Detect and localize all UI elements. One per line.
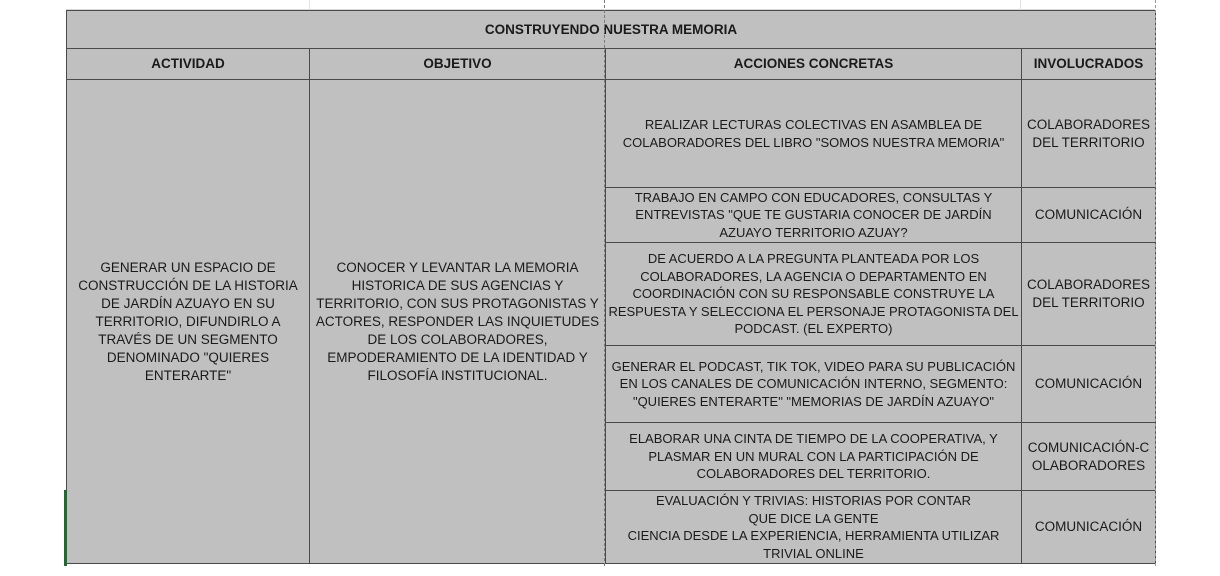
- involucrados-cell[interactable]: COMUNICACIÓN: [1022, 491, 1156, 564]
- accion-cell[interactable]: DE ACUERDO A LA PREGUNTA PLANTEADA POR LOS COLABORADORES, LA AGENCIA O DEPARTAMENTO EN COORDINACIÓN CON SU RESPONSABLE CONSTRUYE LA RESPUESTA Y SELECCIONA EL PERSONAJE PROTAGONISTA DEL PODCAST. (EL EXPERTO): [606, 243, 1022, 346]
- page-break-line: [1155, 0, 1156, 566]
- accion-cell[interactable]: ELABORAR UNA CINTA DE TIEMPO DE LA COOPERATIVA, Y PLASMAR EN UN MURAL CON LA PARTICIPACIÓN DE COLABORADORES DEL TERRITORIO.: [606, 423, 1022, 491]
- header-acciones-concretas[interactable]: ACCIONES CONCRETAS: [606, 49, 1022, 80]
- header-involucrados[interactable]: INVOLUCRADOS: [1022, 49, 1156, 80]
- table-title[interactable]: CONSTRUYENDO NUESTRA MEMORIA: [67, 11, 1156, 49]
- column-gridline: [309, 0, 310, 10]
- spreadsheet-sheet: [66, 10, 1155, 564]
- table-row: [67, 80, 1156, 188]
- accion-cell[interactable]: REALIZAR LECTURAS COLECTIVAS EN ASAMBLEA DE COLABORADORES DEL LIBRO "SOMOS NUESTRA MEMORIA": [606, 80, 1022, 188]
- accion-cell[interactable]: TRABAJO EN CAMPO CON EDUCADORES, CONSULTAS Y ENTREVISTAS "QUE TE GUSTARIA CONOCER DE JARDÍN AZUAYO TERRITORIO AZUAY?: [606, 188, 1022, 243]
- row-selection-indicator: [64, 490, 67, 566]
- header-actividad[interactable]: ACTIVIDAD: [67, 49, 310, 80]
- actividad-cell[interactable]: GENERAR UN ESPACIO DE CONSTRUCCIÓN DE LA HISTORIA DE JARDÍN AZUAYO EN SU TERRITORIO, DIFUNDIRLO A TRAVÉS DE UN SEGMENTO DENOMINADO "QUIERES ENTERARTE": [67, 80, 310, 564]
- objetivo-cell[interactable]: CONOCER Y LEVANTAR LA MEMORIA HISTORICA DE SUS AGENCIAS Y TERRITORIO, CON SUS PROTAGONISTAS Y ACTORES, RESPONDER LAS INQUIETUDES DE LOS COLABORADORES, EMPODERAMIENTO DE LA IDENTIDAD Y FILOSOFÍA INSTITUCIONAL.: [310, 80, 606, 564]
- accion-cell[interactable]: EVALUACIÓN Y TRIVIAS: HISTORIAS POR CONTAR QUE DICE LA GENTE CIENCIA DESDE LA EXPERIENCIA, HERRAMIENTA UTILIZAR TRIVIAL ONLINE: [606, 491, 1022, 564]
- involucrados-cell[interactable]: COMUNICACIÓN-COLABORADORES: [1022, 423, 1156, 491]
- involucrados-cell[interactable]: COMUNICACIÓN: [1022, 188, 1156, 243]
- header-objetivo[interactable]: OBJETIVO: [310, 49, 606, 80]
- activity-table: [66, 10, 1156, 564]
- column-gridline: [1020, 0, 1021, 10]
- page-break-line: [604, 0, 605, 566]
- involucrados-cell[interactable]: COMUNICACIÓN: [1022, 346, 1156, 423]
- involucrados-cell[interactable]: COLABORADORES DEL TERRITORIO: [1022, 243, 1156, 346]
- accion-cell[interactable]: GENERAR EL PODCAST, TIK TOK, VIDEO PARA SU PUBLICACIÓN EN LOS CANALES DE COMUNICACIÓN INTERNO, SEGMENTO: "QUIERES ENTERARTE" "MEMORIAS DE JARDÍN AZUAYO": [606, 346, 1022, 423]
- involucrados-cell[interactable]: COLABORADORES DEL TERRITORIO: [1022, 80, 1156, 188]
